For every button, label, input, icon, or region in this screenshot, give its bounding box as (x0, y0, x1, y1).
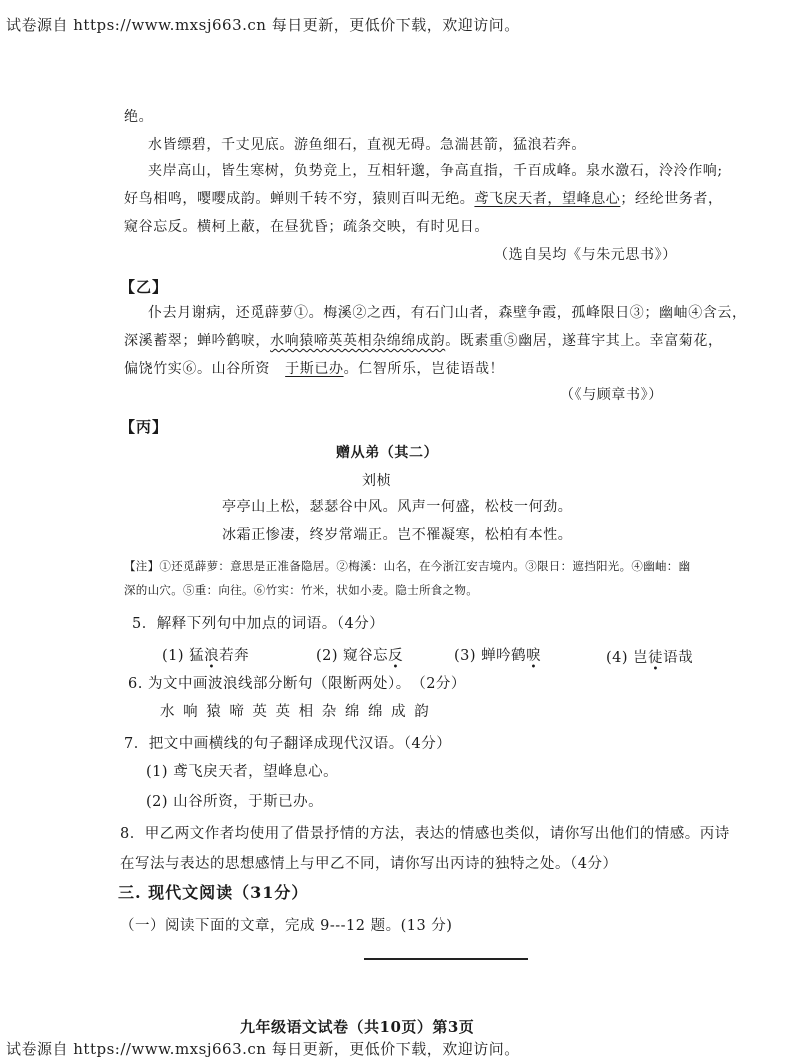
question-8-line: 在写法与表达的思想感情上与甲乙不同，请你写出丙诗的独特之处。（4分） (120, 856, 618, 872)
passage-jia-line (124, 188, 723, 208)
q5-item: (3) 蝉吟鹤唳 (454, 648, 542, 664)
watermark-bottom: 试卷源自 https://www.mxsj663.cn 每日更新，更低价下载，欢迎访问。 (6, 1040, 520, 1058)
passage-jia-text: 好鸟相鸣，嘤嘤成韵。蝉则千转不穷，猿则百叫无绝。 (124, 191, 475, 207)
page-footer: 九年级语文试卷（共10页）第3页 (240, 1018, 475, 1036)
passage-yi-text: 。仁智所乐，岂徒语哉！ (343, 361, 505, 377)
poem-title: 赠从弟（其二） (336, 445, 439, 461)
passage-jia-line: 水皆缥碧，千丈见底。游鱼细石，直视无碍。急湍甚箭，猛浪若奔。 (148, 137, 586, 153)
q7-item: (1) 鸢飞戾天者，望峰息心。 (146, 764, 339, 780)
passage-yi-line (124, 358, 504, 378)
poem-line: 亭亭山上松，瑟瑟谷中风。风声一何盛，松枝一何劲。 (222, 499, 573, 515)
underlined-sentence: 于斯已办 (285, 361, 344, 377)
passage-jia-source: （选自吴均《与朱元思书》） (494, 247, 677, 263)
q5-item: (4) 岂徒语哉 (606, 650, 694, 666)
section-3-title: 三. 现代文阅读（31分） (118, 883, 309, 902)
passage-jia-line: 窥谷忘反。横柯上蔽，在昼犹昏；疏条交映，有时见日。 (124, 219, 489, 235)
passage-jia-text: ；经纶世务者， (620, 191, 723, 207)
poem-line: 冰霜正惨凄，终岁常端正。岂不罹凝寒，松柏有本性。 (222, 527, 573, 543)
passage-yi-heading: 【乙】 (120, 278, 169, 296)
passage-yi-source: （《与顾章书》） (560, 387, 663, 403)
passage-jia-line: 夹岸高山，皆生寒树，负势竞上，互相轩邈，争高直指，千百成峰。泉水激石，泠泠作响; (148, 163, 723, 179)
q5-item: (1) 猛浪若奔 (162, 648, 250, 664)
watermark-top: 试卷源自 https://www.mxsj663.cn 每日更新，更低价下载，欢迎访问。 (6, 16, 520, 34)
question-7: 7．把文中画横线的句子翻译成现代汉语。（4分） (124, 736, 452, 752)
section-3-subtitle: （一）阅读下面的文章，完成 9---12 题。(13 分) (120, 918, 453, 934)
passage-yi-line: 仆去月谢病，还觅薜萝①。梅溪②之西，有石门山者，森壁争霞，孤峰限日③；幽岫④含云， (148, 305, 747, 321)
passage-bing-heading: 【丙】 (120, 418, 169, 436)
q5-item: (2) 窥谷忘反 (316, 648, 404, 664)
passage-yi-line (124, 330, 723, 350)
passage-yi-text: 偏饶竹实⑥。山谷所资 (124, 361, 270, 377)
notes-line: 【注】①还觅薜萝：意思是正准备隐居。②梅溪：山名，在今浙江安吉境内。③限日：遮挡阳光。④幽岫：幽 (124, 559, 691, 573)
passage-yi-text: 深溪蓄翠；蝉吟鹤唳， (124, 333, 270, 349)
question-8-line: 8．甲乙两文作者均使用了借景抒情的方法，表达的情感也类似，请你写出他们的情感。丙诗 (120, 826, 730, 842)
question-5: 5．解释下列句中加点的词语。（4分） (132, 616, 385, 632)
q7-item: (2) 山谷所资，于斯已办。 (146, 794, 324, 810)
passage-jia-line: 绝。 (124, 109, 154, 125)
passage-yi-text: 。既素重⑤幽居，遂葺宇其上。幸富菊花， (445, 333, 723, 349)
underlined-sentence: 鸢飞戾天者，望峰息心 (474, 191, 621, 207)
question-6: 6. 为文中画波浪线部分断句（限断两处）。 （2分） (128, 676, 466, 692)
separator-line (364, 958, 528, 960)
q6-text: 水 响 猿 啼 英 英 相 杂 绵 绵 成 韵 (160, 704, 431, 720)
wavy-underlined-passage: 水响猿啼英英相杂绵绵成韵 (270, 333, 446, 349)
notes-line: 深的山穴。⑤重：向往。⑥竹实：竹米，状如小麦。隐士所食之物。 (124, 583, 478, 597)
poem-author: 刘桢 (362, 473, 392, 489)
